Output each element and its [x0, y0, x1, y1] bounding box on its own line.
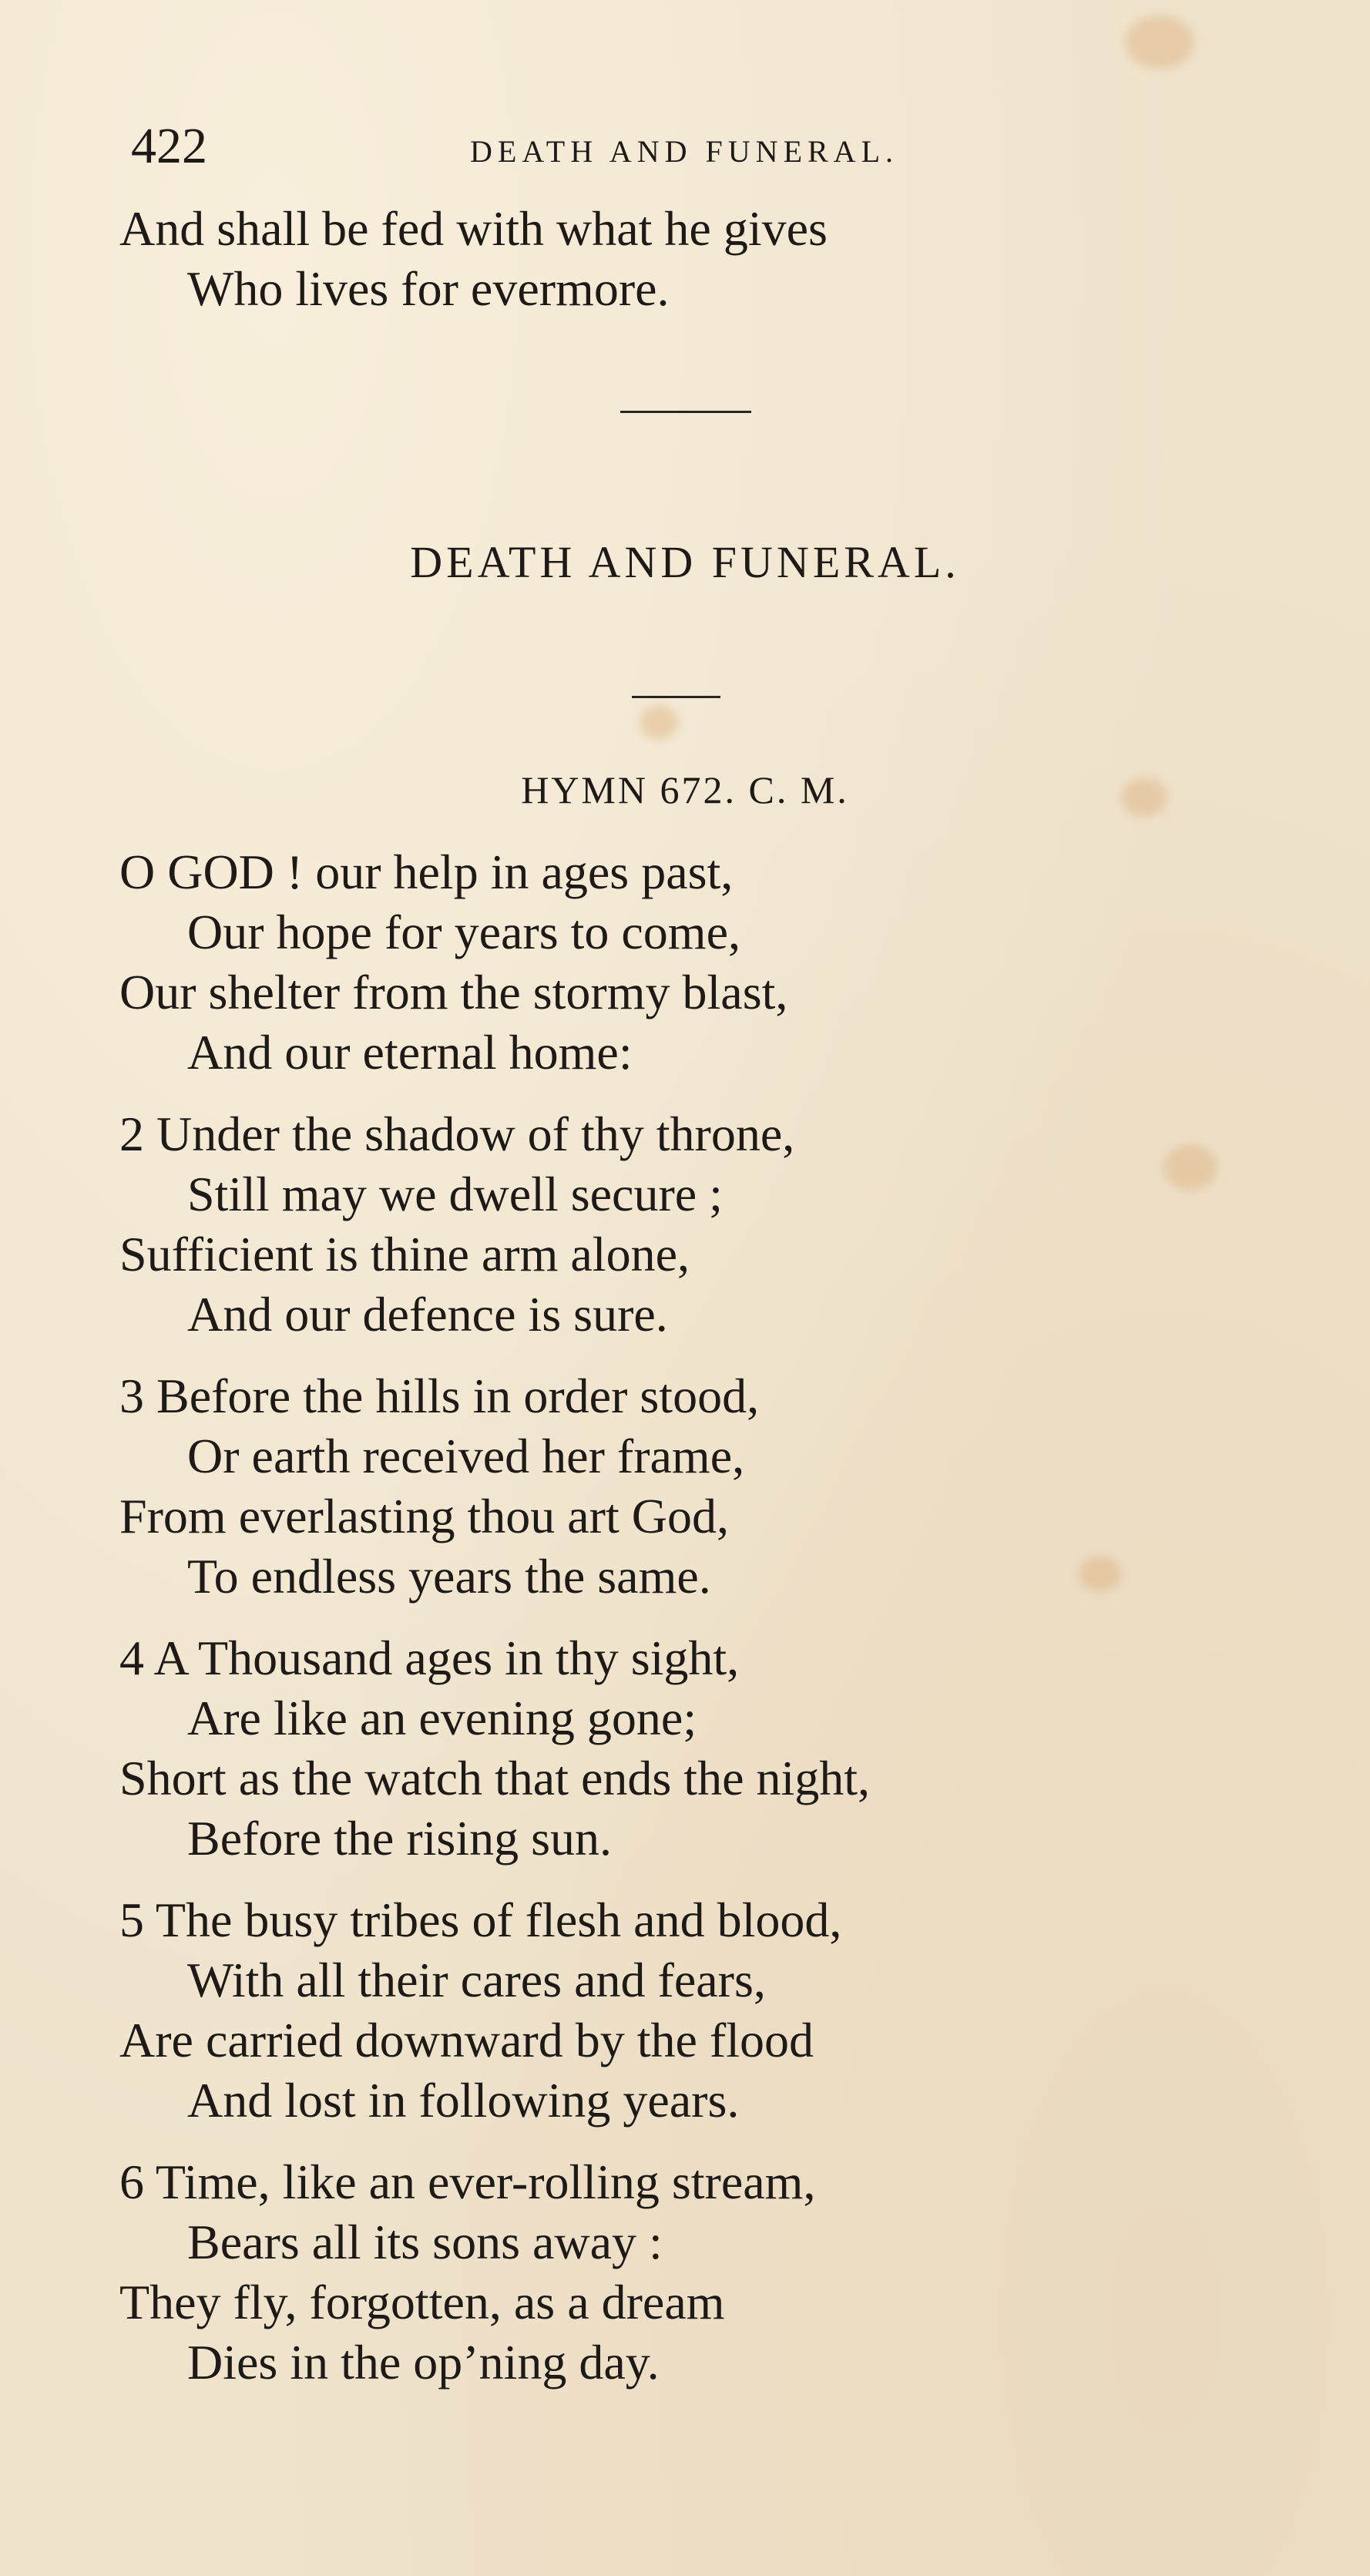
carryover-stanza: [119, 199, 1121, 319]
verse-line: 3 Before the hills in order stood,: [119, 1369, 760, 1423]
page-number: 422: [131, 118, 207, 174]
verse-line: Are carried downward by the flood: [119, 2013, 814, 2067]
page-header: [131, 116, 1148, 177]
verse-line: And shall be fed with what he gives: [119, 201, 828, 256]
verse-line: O GOD ! our help in ages past,: [119, 845, 734, 899]
verse-line: 2 Under the shadow of thy throne,: [119, 1107, 795, 1161]
stanza-3: [119, 1366, 1121, 1607]
verse-line: And our eternal home:: [187, 1025, 633, 1080]
divider-rule: [632, 696, 720, 698]
stanza-5: [119, 1890, 1121, 2131]
hymn-title: HYMN 672. C. M.: [521, 768, 849, 811]
verse-line: With all their cares and fears,: [187, 1953, 766, 2007]
verse-line: And our defence is sure.: [187, 1287, 668, 1342]
verse-line: Still may we dwell secure ;: [187, 1167, 723, 1221]
verse-line: And lost in following years.: [187, 2073, 740, 2128]
verse-line: 5 The busy tribes of flesh and blood,: [119, 1893, 842, 1947]
verse-line: 6 Time, like an ever-rolling stream,: [119, 2155, 816, 2209]
verse-line: From everlasting thou art God,: [119, 1489, 729, 1543]
stanza-1: [119, 842, 1121, 1083]
verse-line: Dies in the op’ning day.: [187, 2335, 660, 2390]
verse-line: Sufficient is thine arm alone,: [119, 1227, 690, 1281]
verse-line: Who lives for evermore.: [187, 261, 670, 316]
verse-line: Are like an evening gone;: [187, 1691, 697, 1745]
stanza-2: [119, 1104, 1121, 1345]
paper-stain: [640, 705, 678, 740]
verse-line: Our shelter from the stormy blast,: [119, 965, 788, 1019]
verse-line: 4 A Thousand ages in thy sight,: [119, 1631, 740, 1685]
paper-stain: [1125, 15, 1194, 69]
verse-line: Or earth received her frame,: [187, 1429, 745, 1483]
verse-line: Bears all its sons away :: [187, 2215, 663, 2269]
running-head: DEATH AND FUNERAL.: [470, 134, 898, 169]
divider-rule: [620, 411, 751, 413]
verse-line: Short as the watch that ends the night,: [119, 1751, 871, 1805]
verse-line: Our hope for years to come,: [187, 905, 740, 959]
hymn-body: [119, 842, 1121, 2414]
section-title: DEATH AND FUNERAL.: [410, 537, 960, 587]
stanza-4: [119, 1628, 1121, 1869]
verse-line: They fly, forgotten, as a dream: [119, 2275, 725, 2329]
verse-line: Before the rising sun.: [187, 1811, 612, 1866]
paper-stain: [1163, 1144, 1217, 1191]
stanza-6: [119, 2152, 1121, 2393]
verse-line: To endless years the same.: [187, 1549, 711, 1604]
